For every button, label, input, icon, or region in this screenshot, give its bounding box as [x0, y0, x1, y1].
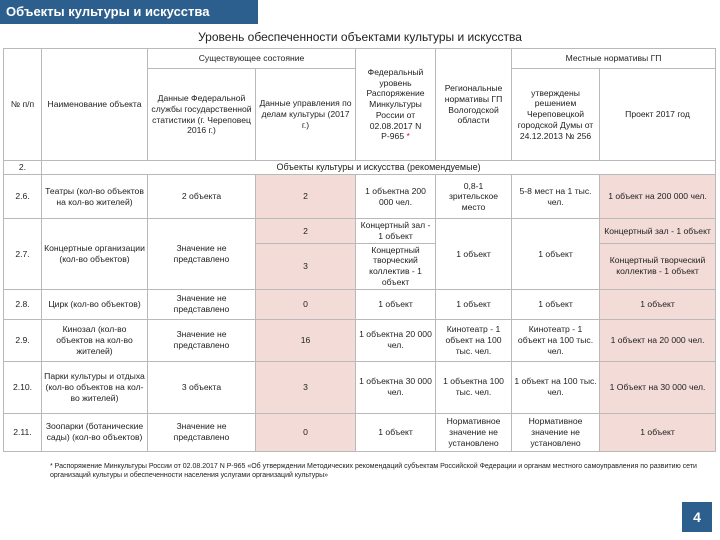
culture-provision-table	[3, 48, 716, 452]
header-federal-stat-service: Данные Федеральной службы государственной статистики (г. Череповец 2016 г.)	[148, 69, 256, 161]
row-culture-dept: 3	[256, 361, 356, 413]
table-row	[4, 413, 716, 451]
row-num: 2.6.	[4, 175, 42, 219]
row-federal-norm-hall: Концертный зал - 1 объект	[356, 219, 436, 243]
header-name: Наименование объекта	[42, 49, 148, 161]
header-num: № п/п	[4, 49, 42, 161]
row-name: Зоопарки (ботанические сады) (кол-во объектов)	[42, 413, 148, 451]
row-federal-stat: Значение не представлено	[148, 413, 256, 451]
row-num: 2.9.	[4, 319, 42, 361]
row-num: 2.11.	[4, 413, 42, 451]
header-regional-norms: Региональные нормативы ГП Вологодской области	[436, 49, 512, 161]
row-name: Кинозал (кол-во объектов на кол-во жителей)	[42, 319, 148, 361]
row-name: Концертные организации (кол-во объектов)	[42, 219, 148, 289]
row-name: Парки культуры и отдыха (кол-во объектов на кол-во жителей)	[42, 361, 148, 413]
slide-title: Объекты культуры и искусства	[0, 0, 258, 24]
row-culture-dept: 16	[256, 319, 356, 361]
row-regional-norm: 0,8-1 зрительское место	[436, 175, 512, 219]
page-number: 4	[682, 502, 712, 532]
row-project: 1 Объект на 30 000 чел.	[600, 361, 716, 413]
row-federal-norm: 1 объектна 200 000 чел.	[356, 175, 436, 219]
row-project: 1 объект	[600, 289, 716, 319]
row-project: 1 объект на 200 000 чел.	[600, 175, 716, 219]
header-project: Проект 2017 год	[600, 69, 716, 161]
table-row	[4, 289, 716, 319]
row-regional-norm: 1 объектна 100 тыс. чел.	[436, 361, 512, 413]
row-federal-stat: 3 объекта	[148, 361, 256, 413]
slide-subtitle: Уровень обеспеченности объектами культуры и искусства	[198, 30, 522, 44]
row-culture-dept: 2	[256, 175, 356, 219]
header-approved-norms: утверждены решением Череповецкой городской Думы от 24.12.2013 № 256	[512, 69, 600, 161]
section-label: Объекты культуры и искусства (рекомендуемые)	[42, 161, 716, 175]
row-regional-norm: 1 объект	[436, 289, 512, 319]
row-name: Театры (кол-во объектов на кол-во жителей)	[42, 175, 148, 219]
table-row	[4, 361, 716, 413]
row-project: 1 объект на 20 000 чел.	[600, 319, 716, 361]
row-regional-norm: 1 объект	[436, 219, 512, 289]
header-federal-level-mark: *	[406, 131, 410, 142]
header-existing-state: Существующее состояние	[148, 49, 356, 69]
row-approved-norm: 1 объект	[512, 219, 600, 289]
row-federal-stat: Значение не представлено	[148, 219, 256, 289]
row-federal-stat: Значение не представлено	[148, 289, 256, 319]
row-num: 2.7.	[4, 219, 42, 289]
row-federal-norm-collective: Концертный творческий коллектив - 1 объект	[356, 243, 436, 289]
table-row	[4, 219, 716, 243]
row-culture-dept: 0	[256, 289, 356, 319]
header-federal-level	[356, 49, 436, 161]
header-culture-department: Данные управления по делам культуры (2017 г.)	[256, 69, 356, 161]
header-local-norms: Местные нормативы ГП	[512, 49, 716, 69]
row-approved-norm: 1 объект	[512, 289, 600, 319]
row-federal-norm: 1 объект	[356, 413, 436, 451]
row-federal-norm: 1 объект	[356, 289, 436, 319]
row-federal-norm: 1 объектна 30 000 чел.	[356, 361, 436, 413]
row-regional-norm: Нормативное значение не установлено	[436, 413, 512, 451]
row-num: 2.10.	[4, 361, 42, 413]
row-culture-dept: 0	[256, 413, 356, 451]
row-approved-norm: 5-8 мест на 1 тыс. чел.	[512, 175, 600, 219]
row-project: 1 объект	[600, 413, 716, 451]
row-approved-norm: 1 объект на 100 тыс. чел.	[512, 361, 600, 413]
row-num: 2.8.	[4, 289, 42, 319]
row-culture-dept-collective: 3	[256, 243, 356, 289]
header-federal-level-text: Федеральный уровень Распоряжение Минкультуры России от 02.08.2017 N Р-965	[366, 66, 425, 142]
row-regional-norm: Кинотеатр - 1 объект на 100 тыс. чел.	[436, 319, 512, 361]
row-culture-dept-hall: 2	[256, 219, 356, 243]
row-approved-norm: Кинотеатр - 1 объект на 100 тыс. чел.	[512, 319, 600, 361]
row-approved-norm: Нормативное значение не установлено	[512, 413, 600, 451]
table-row	[4, 175, 716, 219]
row-federal-norm: 1 объектна 20 000 чел.	[356, 319, 436, 361]
table-row	[4, 319, 716, 361]
row-federal-stat: 2 объекта	[148, 175, 256, 219]
row-project-collective: Концертный творческий коллектив - 1 объект	[600, 243, 716, 289]
section-num: 2.	[4, 161, 42, 175]
footnote: * Распоряжение Минкультуры России от 02.08.2017 N Р-965 «Об утверждении Методических рекомендаций субъектам Российской Федерации и органам местного самоуправления по развитию сети организаций культуры и обеспеченности населения услугами организаций культуры»	[50, 463, 697, 480]
row-name: Цирк (кол-во объектов)	[42, 289, 148, 319]
row-project-hall: Концертный зал - 1 объект	[600, 219, 716, 243]
row-federal-stat: Значение не представлено	[148, 319, 256, 361]
